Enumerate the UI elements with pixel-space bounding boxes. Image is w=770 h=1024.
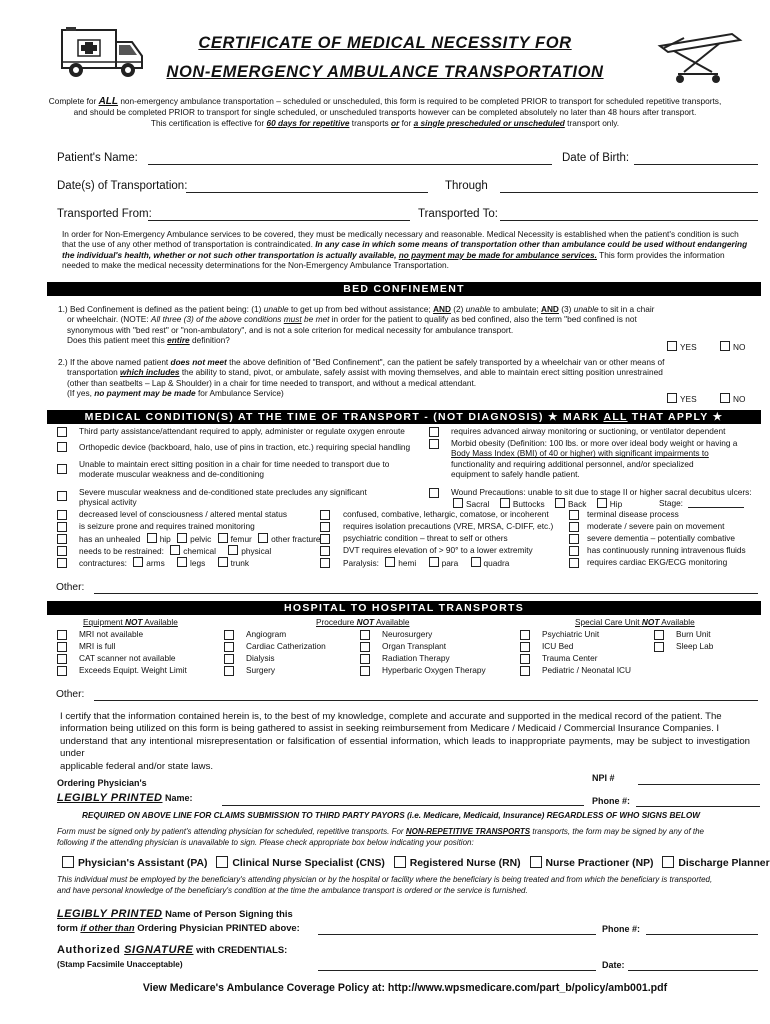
hosp-cardiac-checkbox[interactable] (224, 642, 234, 652)
restrained-chemical-checkbox[interactable] (170, 545, 180, 555)
cond-isolation-label: requires isolation precautions (VRE, MRSA, C-DIFF, etc.) (343, 521, 554, 531)
certification-paragraph: I certify that the information contained herein is, to the best of my knowledge, complete and accurate and supported in the medical record of the patient. The information being utilized on this form is being gathered to assist in seeking reimbursement from Medicare / Medicaid / Commercial Insurance Companies. I understand that any intentional misrepresentation or falsification of essential information, which leads to inappropriate payments, may be subject to investigation under applicable federal and/or state laws. (60, 711, 750, 772)
cond-orthopedic-label: Orthopedic device (backboard, halo, use of pins in traction, etc.) requiring special handling (79, 442, 411, 452)
hosp-icu-checkbox[interactable] (520, 642, 530, 652)
cond-contractures-checkbox[interactable] (57, 558, 67, 568)
page-title: CERTIFICATE OF MEDICAL NECESSITY FOR (198, 34, 572, 52)
fracture-femur-checkbox[interactable] (218, 533, 228, 543)
signature-field[interactable] (318, 970, 596, 971)
hosp-mri-na-checkbox[interactable] (57, 630, 67, 640)
cond-sitting-checkbox[interactable] (57, 464, 67, 474)
cond-obesity-checkbox[interactable] (429, 439, 439, 449)
cond-obesity-label: Morbid obesity (Definition: 100 lbs. or more over ideal body weight or having a Body Mass Index (BMI) of 40 or higher) with significant impairments to functionality and requiring additional personnel, and/or specialized equipment to safely handle patient. (451, 438, 738, 480)
hosp-mri-full-checkbox[interactable] (57, 642, 67, 652)
cond-dementia-checkbox[interactable] (569, 534, 579, 544)
medical-conditions-bar: MEDICAL CONDITION(S) AT THE TIME OF TRANSPORT - (NOT DIAGNOSIS) ★ MARK ALL THAT APPLY ★ (47, 410, 761, 424)
cond-oxygen-label: Third party assistance/attendant required to apply, administer or regulate oxygen enroute (79, 426, 405, 436)
restrained-physical-checkbox[interactable] (228, 545, 238, 555)
signer-phone-label: Phone #: (602, 924, 641, 934)
signer-form-label: form if other than Ordering Physician PRINTED above: (57, 922, 300, 933)
special-care-header: Special Care Unit NOT Available (575, 617, 695, 627)
hosp-organ-checkbox[interactable] (360, 642, 370, 652)
hosp-cardiac-label: Cardiac Catherization (246, 641, 326, 651)
signer-name-field[interactable] (318, 934, 596, 935)
cond-orthopedic-checkbox[interactable] (57, 442, 67, 452)
role-cns-option[interactable]: Clinical Nurse Specialist (CNS) (216, 858, 384, 869)
bed-question-2: 2.) If the above named patient does not meet the above definition of "Bed Confinement", can the patient be safely transported by a wheelchair van or other means of transportation which includes the ability to stand, pivot, or ambulate, safely assist with moving themselves, and able to maintain erect sitting position unrestrained (other than seatbelts – Lap & Shoulder) in a chair for time needed to transport, and without a medical attendant. (If yes, no payment may be made for Ambulance Service) (58, 357, 665, 399)
from-field[interactable] (148, 220, 410, 221)
wound-hip-checkbox[interactable] (597, 498, 607, 508)
hosp-burn-label: Burn Unit (676, 629, 711, 639)
conditions-other-field[interactable] (94, 593, 758, 594)
cond-airway-checkbox[interactable] (429, 427, 439, 437)
hosp-neuro-checkbox[interactable] (360, 630, 370, 640)
necessity-paragraph: In order for Non-Emergency Ambulance services to be covered, they must be medically necessary and reasonable. Medical Necessity is established when the patient's condition is such that the use of any other method of transportation is contraindicated. In any case in which some means of transportation other than ambulance could be used without endangering the individual's health, whether or not such other transportation is actually available, no payment may be made for ambulance services. This form provides the information needed to make the medical necessity determinations for the Non-Emergency Ambulance Transportation. (62, 229, 748, 271)
wound-stage-field[interactable] (688, 507, 744, 508)
physician-phone-label: Phone #: (592, 796, 631, 806)
hosp-angiogram-checkbox[interactable] (224, 630, 234, 640)
hosp-mri-na-label: MRI not available (79, 629, 144, 639)
wound-back-checkbox[interactable] (555, 498, 565, 508)
hosp-dialysis-label: Dialysis (246, 653, 275, 663)
hosp-radiation-label: Radiation Therapy (382, 653, 450, 663)
bed-question-1: 1.) Bed Confinement is defined as the patient being: (1) unable to get up from bed without assistance; AND (2) unable to ambulate; AND (3) unable to sit in a chair or wheelchair. (NOTE: All three (3) of the above conditions must be met in order for the patient to qualify as bed confined, also the term "bed confined is not synonymous with "bed rest" or "non-ambulatory", and is not a sole criterion for medical necessity for ambulance transport. Does this patient meet this entire definition? (58, 304, 655, 346)
dob-field[interactable] (634, 164, 758, 165)
hospital-transports-bar: HOSPITAL TO HOSPITAL TRANSPORTS (47, 601, 761, 615)
signer-phone-field[interactable] (646, 934, 758, 935)
hosp-icu-label: ICU Bed (542, 641, 574, 651)
fracture-other-checkbox[interactable] (258, 533, 268, 543)
contractures-arms-checkbox[interactable] (133, 557, 143, 567)
cond-weakness-label: Severe muscular weakness and de-conditioned state precludes any significant physical activity (79, 487, 367, 508)
hosp-hyperbaric-label: Hyperbaric Oxygen Therapy (382, 665, 486, 675)
from-label: Transported From: (57, 208, 152, 220)
paralysis-hemi-checkbox[interactable] (385, 557, 395, 567)
through-label: Through (445, 180, 488, 192)
hosp-surgery-checkbox[interactable] (224, 666, 234, 676)
conditions-other-label: Other: (56, 582, 85, 593)
cond-contractures-row: contractures: arms legs trunk (79, 558, 250, 568)
must-be-signed-note: Form must be signed only by patient's attending physician for scheduled, repetitive transports. For NON-REPETITIVE TRANSPORTS transports, the form may be signed by any of the following if the attending physician is unavailable to sign. Please check appropriate box below indicating your position: (57, 827, 705, 847)
cond-confused-checkbox[interactable] (320, 510, 330, 520)
cond-isolation-checkbox[interactable] (320, 522, 330, 532)
cond-pain-checkbox[interactable] (569, 522, 579, 532)
hosp-hyperbaric-checkbox[interactable] (360, 666, 370, 676)
cond-seizure-checkbox[interactable] (57, 522, 67, 532)
paralysis-quadra-checkbox[interactable] (471, 557, 481, 567)
cond-airway-label: requires advanced airway monitoring or suctioning, or ventilator dependent (451, 426, 726, 436)
role-rn-option[interactable]: Registered Nurse (RN) (394, 858, 521, 869)
hospital-other-field[interactable] (94, 700, 758, 701)
hosp-trauma-label: Trauma Center (542, 653, 598, 663)
dates-from-field[interactable] (186, 192, 428, 193)
cond-fracture-checkbox[interactable] (57, 534, 67, 544)
hospital-other-label: Other: (56, 689, 85, 700)
bed-q2-no[interactable]: NO (720, 393, 745, 404)
patient-name-label: Patient's Name: (57, 152, 138, 164)
cond-ekg-label: requires cardiac EKG/ECG monitoring (587, 557, 728, 567)
cond-consciousness-checkbox[interactable] (57, 510, 67, 520)
wound-sacral-checkbox[interactable] (453, 498, 463, 508)
hosp-radiation-checkbox[interactable] (360, 654, 370, 664)
role-pa-option[interactable]: Physician's Assistant (PA) (62, 858, 208, 869)
cond-restrained-checkbox[interactable] (57, 546, 67, 556)
wound-sites-row: Sacral Buttocks Back Hip (453, 498, 622, 509)
cond-dvt-checkbox[interactable] (320, 546, 330, 556)
footer-policy-link[interactable]: View Medicare's Ambulance Coverage Policy at: http://www.wpsmedicare.com/part_b/policy/amb001.pdf (142, 982, 668, 994)
cond-psychiatric-label: psychiatric condition – threat to self or others (343, 533, 508, 543)
page-subtitle: NON-EMERGENCY AMBULANCE TRANSPORTATION (166, 63, 604, 81)
cond-paralysis-checkbox[interactable] (320, 558, 330, 568)
cond-dvt-label: DVT requires elevation of > 90° to a lower extremity (343, 545, 533, 555)
fracture-pelvic-checkbox[interactable] (177, 533, 187, 543)
hosp-cat-checkbox[interactable] (57, 654, 67, 664)
individual-note: This individual must be employed by the beneficiary's attending physician or by the hospital or facility where the beneficiary is being treated and from which the beneficiary is transported, and have personal knowledge of the beneficiary's condition at the time the ambulance transport is ordered or the service is furnished. (57, 875, 713, 895)
equipment-header: Equipment NOT Available (83, 617, 178, 627)
cond-confused-label: confused, combative, lethargic, comatose, or incoherent (343, 509, 549, 519)
contractures-legs-checkbox[interactable] (177, 557, 187, 567)
cond-wound-checkbox[interactable] (429, 488, 439, 498)
hosp-weight-label: Exceeds Equipt. Weight Limit (79, 665, 187, 675)
date-field[interactable] (628, 970, 758, 971)
intro-text: Complete for ALL non-emergency ambulance transportation – scheduled or unscheduled, this form is required to be completed PRIOR to transport for scheduled repetitive transports, and should be completed PRIOR to transport for single scheduled, or unscheduled transports however can be completed absolutely no later than 48 hours after transport. This certification is effective for 60 days for repetitive transports or for a single prescheduled or unscheduled transport only. (48, 96, 722, 128)
paralysis-para-checkbox[interactable] (429, 557, 439, 567)
cond-sitting-label: Unable to maintain erect sitting position in a chair for time needed to transport due to moderate muscular weakness and de-conditioning (79, 459, 390, 480)
hosp-psych-unit-checkbox[interactable] (520, 630, 530, 640)
cond-psychiatric-checkbox[interactable] (320, 534, 330, 544)
required-note: REQUIRED ON ABOVE LINE FOR CLAIMS SUBMISSION TO THIRD PARTY PAYORS (i.e. Medicare, Medicaid, Insurance) REGARDLESS OF WHO SIGNS BELOW (82, 811, 700, 820)
cond-iv-label: has continuously running intravenous fluids (587, 545, 746, 555)
hosp-sleep-checkbox[interactable] (654, 642, 664, 652)
contractures-trunk-checkbox[interactable] (218, 557, 228, 567)
hosp-trauma-checkbox[interactable] (520, 654, 530, 664)
hosp-psych-unit-label: Psychiatric Unit (542, 629, 600, 639)
hosp-cat-label: CAT scanner not available (79, 653, 176, 663)
ordering-physician-label: Ordering Physician's (57, 778, 147, 788)
wound-stage-label: Stage: (659, 498, 683, 508)
to-label: Transported To: (418, 208, 498, 220)
signature-label: Authorized SIGNATURE with CREDENTIALS: (57, 944, 288, 956)
fracture-hip-checkbox[interactable] (147, 533, 157, 543)
cond-terminal-checkbox[interactable] (569, 510, 579, 520)
npi-label: NPI # (592, 773, 615, 783)
hosp-pediatric-checkbox[interactable] (520, 666, 530, 676)
bed-q1-yes[interactable]: YES (667, 341, 697, 352)
hosp-weight-checkbox[interactable] (57, 666, 67, 676)
procedure-header: Procedure NOT Available (316, 617, 410, 627)
physician-phone-field[interactable] (636, 806, 760, 807)
patient-name-field[interactable] (148, 164, 552, 165)
role-np-option[interactable]: Nurse Practioner (NP) (530, 858, 654, 869)
role-discharge-option[interactable]: Discharge Planner (662, 858, 769, 869)
cond-fracture-row: has an unhealed hip pelvic femur other fracture (79, 534, 321, 544)
hosp-sleep-label: Sleep Lab (676, 641, 714, 651)
cond-paralysis-row: Paralysis: hemi para quadra (343, 558, 510, 568)
to-field[interactable] (500, 220, 758, 221)
cond-dementia-label: severe dementia – potentially combative (587, 533, 736, 543)
hosp-neuro-label: Neurosurgery (382, 629, 433, 639)
cond-ekg-checkbox[interactable] (569, 558, 579, 568)
hosp-burn-checkbox[interactable] (654, 630, 664, 640)
date-label: Date: (602, 960, 625, 970)
hosp-dialysis-checkbox[interactable] (224, 654, 234, 664)
physician-name-label: LEGIBLY PRINTED Name: (57, 792, 193, 804)
hosp-surgery-label: Surgery (246, 665, 276, 675)
cond-oxygen-checkbox[interactable] (57, 427, 67, 437)
hosp-pediatric-label: Pediatric / Neonatal ICU (542, 665, 632, 675)
cond-iv-checkbox[interactable] (569, 546, 579, 556)
cond-consciousness-label: decreased level of consciousness / altered mental status (79, 509, 287, 519)
signer-name-label: LEGIBLY PRINTED Name of Person Signing this (57, 908, 293, 920)
dob-label: Date of Birth: (562, 152, 630, 164)
dates-label: Date(s) of Transportation: (57, 180, 188, 192)
hosp-mri-full-label: MRI is full (79, 641, 116, 651)
wound-buttocks-checkbox[interactable] (500, 498, 510, 508)
bed-q2-yes[interactable]: YES (667, 393, 697, 404)
cond-seizure-label: is seizure prone and requires trained monitoring (79, 521, 255, 531)
hosp-angiogram-label: Angiogram (246, 629, 287, 639)
cond-wound-label: Wound Precautions: unable to sit due to stage II or higher sacral decubitus ulcers: (451, 487, 752, 497)
npi-field[interactable] (638, 784, 760, 785)
physician-name-field[interactable] (222, 805, 584, 806)
hosp-organ-label: Organ Transplant (382, 641, 447, 651)
bed-confinement-bar: BED CONFINEMENT (47, 282, 761, 296)
cond-terminal-label: terminal disease process (587, 509, 679, 519)
stamp-note: (Stamp Facsimile Unacceptable) (57, 960, 183, 969)
bed-q1-no[interactable]: NO (720, 341, 745, 352)
cond-weakness-checkbox[interactable] (57, 491, 67, 501)
cond-restrained-row: needs to be restrained: chemical physical (79, 546, 272, 556)
dates-through-field[interactable] (500, 192, 758, 193)
roles-row (62, 856, 770, 869)
cond-pain-label: moderate / severe pain on movement (587, 521, 725, 531)
